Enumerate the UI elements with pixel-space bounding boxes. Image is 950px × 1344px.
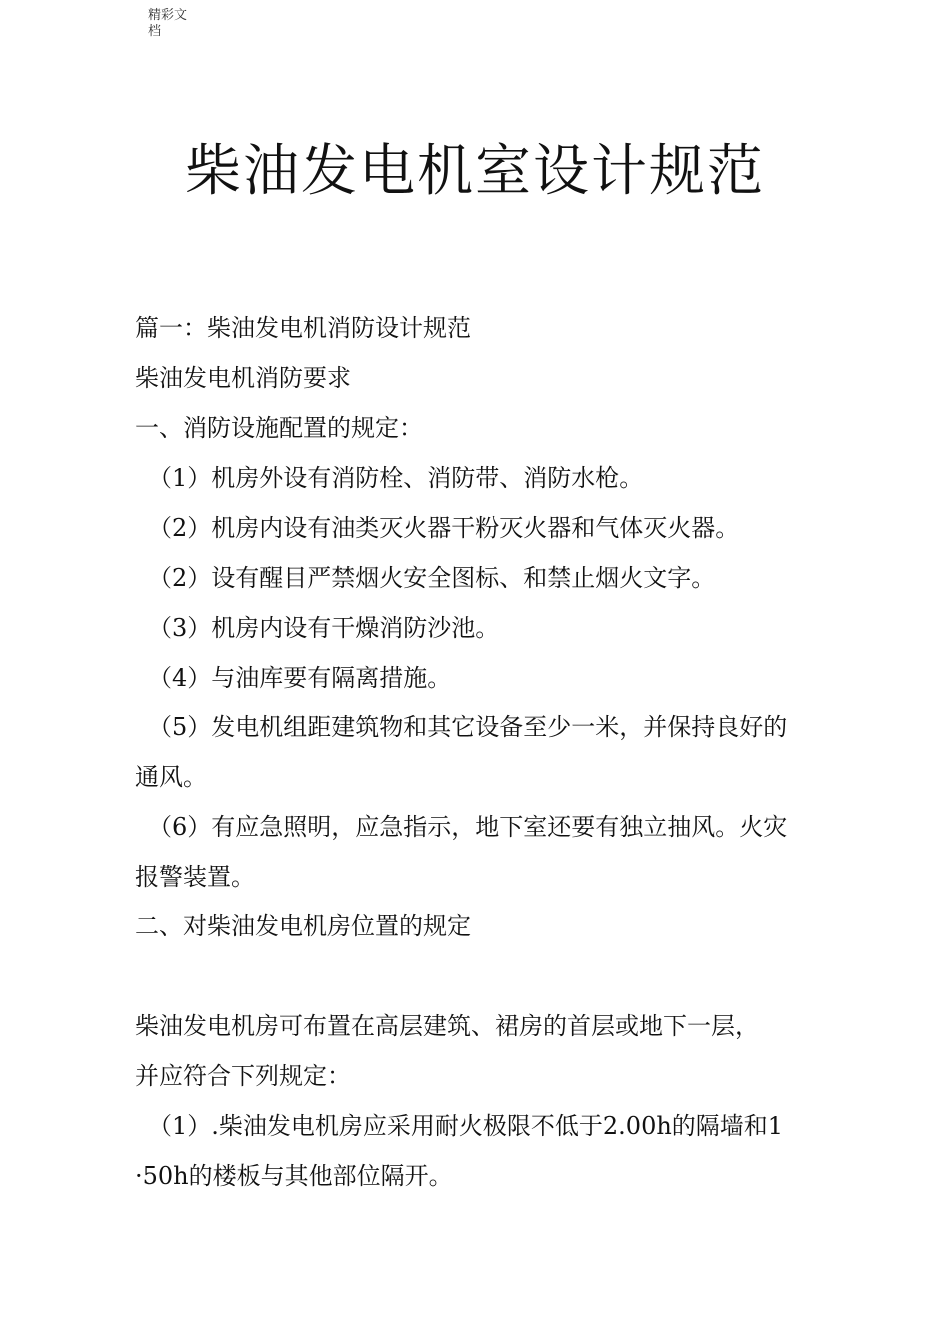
list-item-1: （1）机房外设有消防栓、消防带、消防水枪。 (148, 464, 644, 492)
list-item-2b: （2）设有醒目严禁烟火安全图标、和禁止烟火文字。 (148, 564, 716, 592)
list-item-5-continued: 通风。 (135, 763, 207, 791)
list-item-6-continued: 报警装置。 (135, 863, 255, 891)
list-item-5: （5）发电机组距建筑物和其它设备至少一米，并保持良好的 (148, 713, 788, 741)
section-heading-part-one: 篇一：柴油发电机消防设计规范 (135, 314, 471, 342)
subheading-facility-config: 一、消防设施配置的规定： (135, 414, 423, 442)
list-item-2: （2）机房内设有油类灭火器干粉灭火器和气体灭火器。 (148, 514, 740, 542)
list-item-4: （4）与油库要有隔离措施。 (148, 664, 452, 692)
paragraph-location: 柴油发电机房可布置在高层建筑、裙房的首层或地下一层， (135, 1012, 759, 1040)
document-title: 柴油发电机室设计规范 (185, 139, 765, 204)
location-rule-1-continued: ·50h的楼板与其他部位隔开。 (135, 1162, 453, 1190)
subheading-fire-requirements: 柴油发电机消防要求 (135, 364, 351, 392)
list-item-6: （6）有应急照明，应急指示，地下室还要有独立抽风。火灾 (148, 813, 788, 841)
paragraph-location-continued: 并应符合下列规定： (135, 1062, 351, 1090)
list-item-3: （3）机房内设有干燥消防沙池。 (148, 614, 500, 642)
location-rule-1: （1）.柴油发电机房应采用耐火极限不低于2.00h的隔墙和1 (148, 1112, 784, 1140)
header-watermark (148, 8, 200, 40)
watermark-line-2: 档 (148, 24, 162, 39)
subheading-room-location: 二、对柴油发电机房位置的规定 (135, 912, 471, 940)
watermark-line-1: 精彩文 (148, 8, 188, 23)
